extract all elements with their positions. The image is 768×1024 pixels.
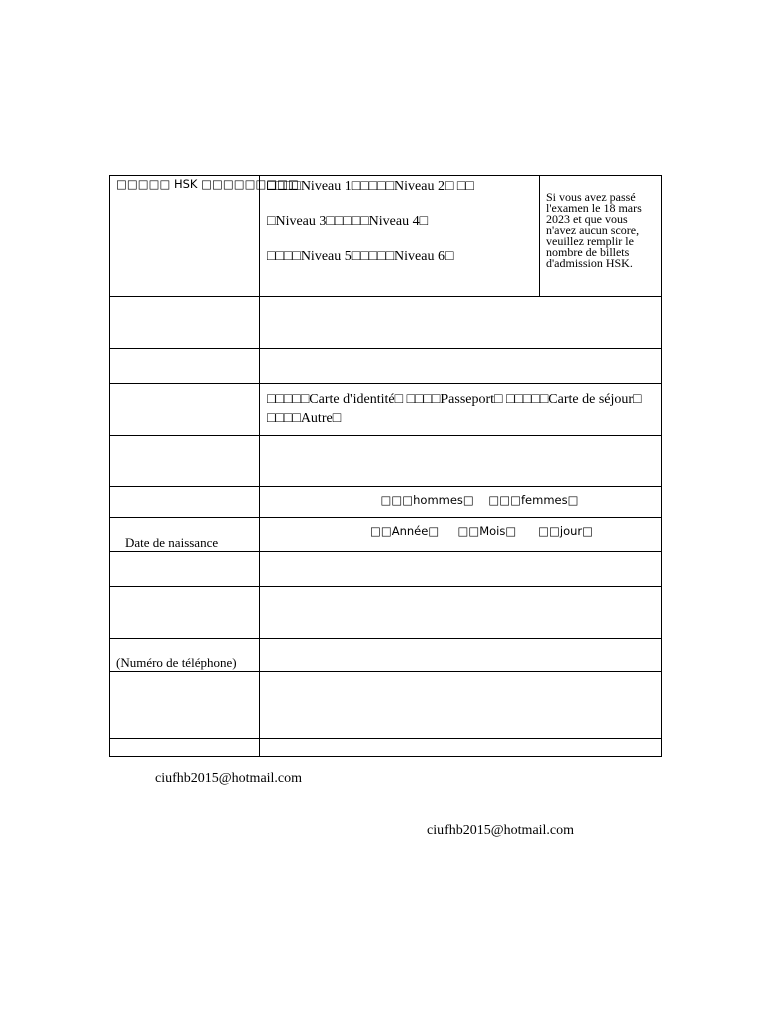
form-row-11 xyxy=(110,671,662,738)
row-9-label-cell xyxy=(110,586,260,638)
row-8-input-cell[interactable] xyxy=(260,551,662,586)
row-5-input-cell[interactable] xyxy=(260,436,662,487)
row-8-label-cell xyxy=(110,551,260,586)
gender-options: □□□hommes□ □□□femmes□ xyxy=(380,493,579,507)
birth-date-fields-cell[interactable] xyxy=(260,518,662,552)
phone-label-cell xyxy=(110,638,260,671)
phone-input-cell[interactable] xyxy=(260,638,662,671)
level-option-line-2: □Niveau 3□□□□□Niveau 4□ xyxy=(267,213,429,229)
gender-options-cell[interactable] xyxy=(260,487,662,518)
row-5-label-cell xyxy=(110,436,260,487)
id-type-options: □□□□□Carte d'identité□ □□□□Passeport□ □□□□□Carte de séjour□ □□□□Autre□ xyxy=(267,392,642,426)
hsk-level-row xyxy=(110,176,662,297)
row-3-label-cell xyxy=(110,349,260,384)
form-row-3 xyxy=(110,349,662,384)
form-row-12 xyxy=(110,738,662,756)
hsk-level-label-cell xyxy=(110,176,299,297)
gender-row xyxy=(110,487,662,518)
form-row-5 xyxy=(110,436,662,487)
id-type-options-cell[interactable] xyxy=(260,384,662,436)
form-row-8 xyxy=(110,551,662,586)
row-11-input-cell[interactable] xyxy=(260,671,662,738)
contact-email-1[interactable]: ciufhb2015@hotmail.com xyxy=(155,771,303,786)
row-12-label-cell xyxy=(110,738,260,756)
hsk-note-cell xyxy=(540,176,662,297)
row-3-input-cell[interactable] xyxy=(260,349,662,384)
level-option-line-1: □□□□Niveau 1□□□□□Niveau 2□ □□ xyxy=(267,179,474,194)
hsk-level-options-cell xyxy=(260,176,540,297)
form-row-9 xyxy=(110,586,662,638)
row-9-input-cell[interactable] xyxy=(260,586,662,638)
birth-date-fields: □□Année□ □□Mois□ □□jour□ xyxy=(370,524,593,538)
id-type-label-cell xyxy=(110,384,260,436)
gender-label-cell xyxy=(110,487,260,518)
birth-date-row xyxy=(110,518,662,552)
hsk-note-text: Si vous avez passé l'examen le 18 mars 2023 et que vous n'avez aucun score, veuillez remplir le nombre de billets d'admission HSK. xyxy=(546,190,642,271)
row-2-input-cell[interactable] xyxy=(260,297,662,349)
registration-form-table xyxy=(109,175,662,757)
row-12-input-cell[interactable] xyxy=(260,738,662,756)
birth-date-label-cell xyxy=(110,518,260,552)
birth-date-label: Date de naissance xyxy=(125,535,219,550)
row-2-label-cell xyxy=(110,297,260,349)
level-option-line-3: □□□□Niveau 5□□□□□Niveau 6□ xyxy=(267,248,454,264)
contact-email-2[interactable]: ciufhb2015@hotmail.com xyxy=(427,823,575,838)
form-row-2 xyxy=(110,297,662,349)
id-type-row xyxy=(110,384,662,436)
hsk-level-label: □□□□□ HSK □□□□□□□□□ xyxy=(116,177,299,191)
phone-label: (Numéro de téléphone) xyxy=(116,654,237,670)
row-11-label-cell xyxy=(110,671,260,738)
phone-row xyxy=(110,638,662,671)
